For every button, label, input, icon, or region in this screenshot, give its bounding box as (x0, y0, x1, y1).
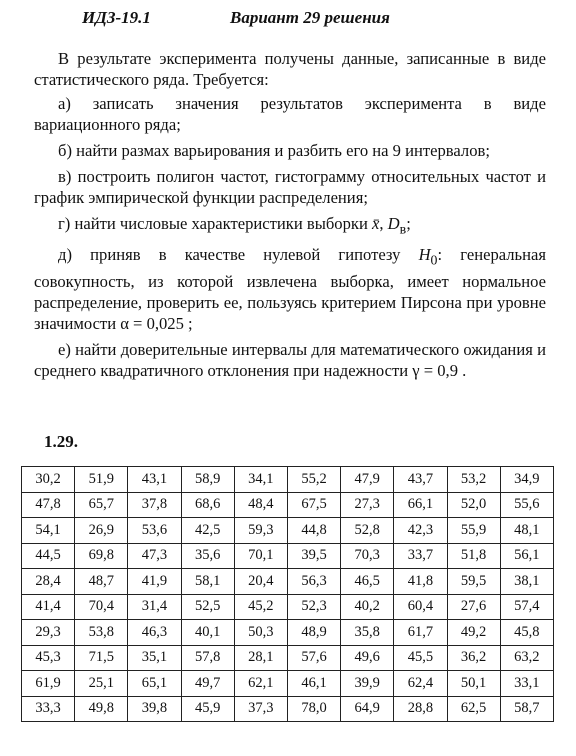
table-row (22, 518, 554, 544)
table-cell: 39,5 (287, 543, 340, 569)
table-cell: 55,9 (447, 518, 500, 544)
table-cell: 28,8 (394, 696, 447, 722)
table-cell: 49,2 (447, 620, 500, 646)
table-cell: 26,9 (75, 518, 128, 544)
table-cell: 44,8 (287, 518, 340, 544)
table-cell: 58,1 (181, 569, 234, 595)
table-cell: 45,8 (500, 620, 553, 646)
table-cell: 37,8 (128, 492, 181, 518)
table-cell: 20,4 (234, 569, 287, 595)
table-cell: 33,1 (500, 671, 553, 697)
table-cell: 45,5 (394, 645, 447, 671)
table-cell: 50,1 (447, 671, 500, 697)
table-row (22, 467, 554, 493)
assignment-code: ИДЗ-19.1 (82, 8, 151, 27)
table-cell: 69,8 (75, 543, 128, 569)
table-cell: 59,5 (447, 569, 500, 595)
table-cell: 48,4 (234, 492, 287, 518)
table-cell: 36,2 (447, 645, 500, 671)
table-cell: 70,4 (75, 594, 128, 620)
table-row (22, 671, 554, 697)
table-cell: 45,3 (22, 645, 75, 671)
table-cell: 58,7 (500, 696, 553, 722)
hypothesis-symbol: H (418, 245, 431, 265)
table-cell: 39,9 (341, 671, 394, 697)
item-d-end: ; (406, 214, 411, 233)
table-cell: 68,6 (181, 492, 234, 518)
problem-number: 1.29. (44, 432, 78, 451)
table-cell: 41,9 (128, 569, 181, 595)
table-row (22, 696, 554, 722)
data-table-body (22, 467, 554, 722)
table-cell: 61,9 (22, 671, 75, 697)
table-cell: 34,1 (234, 467, 287, 493)
table-cell: 42,5 (181, 518, 234, 544)
table-cell: 52,3 (287, 594, 340, 620)
table-cell: 43,1 (128, 467, 181, 493)
table-cell: 70,3 (341, 543, 394, 569)
item-d-prefix: г) найти числовые характеристики выборки (58, 214, 372, 233)
table-cell: 61,7 (394, 620, 447, 646)
table-cell: 55,6 (500, 492, 553, 518)
item-e (34, 244, 546, 333)
table-cell: 33,3 (22, 696, 75, 722)
item-f: е) найти доверительные интервалы для математического ожидания и среднего квадратичного отклонения при надежности γ = 0,9 . (34, 339, 546, 380)
table-cell: 27,3 (341, 492, 394, 518)
table-cell: 52,8 (341, 518, 394, 544)
table-row (22, 645, 554, 671)
table-cell: 50,3 (234, 620, 287, 646)
sample-mean-symbol: x̄ (372, 214, 380, 233)
table-cell: 41,4 (22, 594, 75, 620)
item-d (34, 213, 546, 239)
table-cell: 38,1 (500, 569, 553, 595)
table-cell: 78,0 (287, 696, 340, 722)
table-cell: 48,7 (75, 569, 128, 595)
table-cell: 37,3 (234, 696, 287, 722)
table-cell: 49,7 (181, 671, 234, 697)
table-cell: 47,8 (22, 492, 75, 518)
table-cell: 56,3 (287, 569, 340, 595)
table-cell: 65,7 (75, 492, 128, 518)
variance-symbol: D (387, 214, 400, 233)
table-cell: 46,5 (341, 569, 394, 595)
table-cell: 46,3 (128, 620, 181, 646)
table-cell: 59,3 (234, 518, 287, 544)
table-cell: 57,8 (181, 645, 234, 671)
table-cell: 35,6 (181, 543, 234, 569)
table-cell: 41,8 (394, 569, 447, 595)
item-b: б) найти размах варьирования и разбить его на 9 интервалов; (58, 141, 490, 160)
table-cell: 27,6 (447, 594, 500, 620)
table-cell: 52,0 (447, 492, 500, 518)
table-row (22, 543, 554, 569)
table-cell: 47,9 (341, 467, 394, 493)
variance-subscript: в (399, 221, 407, 237)
table-cell: 65,1 (128, 671, 181, 697)
table-cell: 63,2 (500, 645, 553, 671)
task-text (34, 48, 546, 386)
item-e-rest: : генеральная совокупность, из которой извлечена выборка, имеет нормальное распределение, проверить ее, пользуясь критерием Пирсона при уровне значимости α = 0,025 ; (34, 245, 546, 333)
table-cell: 67,5 (287, 492, 340, 518)
table-row (22, 492, 554, 518)
page-header (0, 8, 576, 32)
table-cell: 54,1 (22, 518, 75, 544)
table-cell: 66,1 (394, 492, 447, 518)
table-cell: 52,5 (181, 594, 234, 620)
table-row (22, 594, 554, 620)
table-cell: 28,1 (234, 645, 287, 671)
hypothesis-subscript: 0 (430, 252, 438, 268)
table-cell: 44,5 (22, 543, 75, 569)
table-cell: 64,9 (341, 696, 394, 722)
table-cell: 40,2 (341, 594, 394, 620)
table-cell: 45,2 (234, 594, 287, 620)
intro-paragraph: В результате эксперимента получены данные, записанные в виде статистического ряда. Требуется: (34, 49, 546, 89)
table-cell: 62,5 (447, 696, 500, 722)
item-e-prefix: д) приняв в качестве нулевой гипотезу (58, 245, 419, 265)
item-a: а) записать значения результатов эксперимента в виде вариационного ряда; (34, 94, 546, 134)
table-cell: 71,5 (75, 645, 128, 671)
table-cell: 25,1 (75, 671, 128, 697)
table-cell: 62,4 (394, 671, 447, 697)
table-cell: 35,1 (128, 645, 181, 671)
table-cell: 47,3 (128, 543, 181, 569)
variant-title: Вариант 29 решения (230, 8, 390, 27)
item-c: в) построить полигон частот, гистограмму относительных частот и график эмпирической функции распределения; (34, 167, 546, 207)
table-cell: 35,8 (341, 620, 394, 646)
table-cell: 49,6 (341, 645, 394, 671)
table-cell: 49,8 (75, 696, 128, 722)
table-cell: 29,3 (22, 620, 75, 646)
data-table (21, 466, 554, 722)
table-cell: 28,4 (22, 569, 75, 595)
table-cell: 53,8 (75, 620, 128, 646)
table-cell: 60,4 (394, 594, 447, 620)
table-cell: 40,1 (181, 620, 234, 646)
table-cell: 56,1 (500, 543, 553, 569)
table-cell: 53,6 (128, 518, 181, 544)
table-cell: 46,1 (287, 671, 340, 697)
table-cell: 33,7 (394, 543, 447, 569)
table-cell: 62,1 (234, 671, 287, 697)
table-cell: 48,9 (287, 620, 340, 646)
table-cell: 55,2 (287, 467, 340, 493)
table-cell: 48,1 (500, 518, 553, 544)
table-cell: 31,4 (128, 594, 181, 620)
table-cell: 57,6 (287, 645, 340, 671)
table-row (22, 620, 554, 646)
table-cell: 45,9 (181, 696, 234, 722)
table-cell: 30,2 (22, 467, 75, 493)
item-d-separator: , (379, 214, 388, 233)
table-cell: 34,9 (500, 467, 553, 493)
table-cell: 42,3 (394, 518, 447, 544)
table-cell: 58,9 (181, 467, 234, 493)
table-cell: 57,4 (500, 594, 553, 620)
table-cell: 53,2 (447, 467, 500, 493)
table-cell: 70,1 (234, 543, 287, 569)
table-cell: 39,8 (128, 696, 181, 722)
table-row (22, 569, 554, 595)
table-cell: 51,8 (447, 543, 500, 569)
table-cell: 51,9 (75, 467, 128, 493)
table-cell: 43,7 (394, 467, 447, 493)
